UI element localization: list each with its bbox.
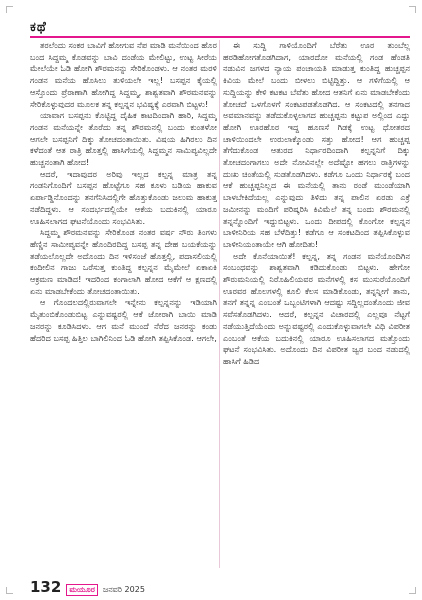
crop-mark-bottom-left: [6, 587, 13, 594]
article-column-left: [30, 40, 217, 568]
issue-date: ಜನವರಿ 2025: [102, 585, 145, 594]
paragraph: ಅದೇ ಕೊನೆಯಾಯಿತೆ! ಕಲ್ಪನ್ನ, ತನ್ನ ಗಂಡನ ಮನೆಯೊಂದಿಗಿನ ಸಂಬಂಧವನ್ನು ಶಾಶ್ವತವಾಗಿ ಕಡಿದುಕೊಂಡು ಬಿಟ್ಟಳು. ಹೇಗೋ ಶೌರುಮನಿಯಲ್ಲಿ ನಿರೊಹಿಲಿಯವರ ಮನೆಗಳಲ್ಲಿ ಕಸ ಮುಸುರೆಯೊಂದಿಗೆ ಊರವರ ಹೊಲಗಳಲ್ಲಿ ಕೂಲಿ ಕೆಲಸ ಮಾಡಿಕೊಂಡು, ತನ್ನನ್ನೀಗೆ ತಾನು, ತನಗೆ ತನ್ನನ್ನ ಎಂಬಂತೆ ಒಬ್ಬಂಟಿಗಳಾಗಿ ಆದಷ್ಟು ಸದ್ದಿಲ್ಲದಂತೊಂದು ಜೀವ ಸವೆಸತೊಡಗಿದಳು. ಆದರೆ, ಕಲ್ಪನ್ನನ ವಿಚಾರದಲ್ಲಿ ಎಲ್ಲವೂ ನೆಟ್ಟಗೆ ನಡೆಯುತ್ತಿದೆಯೆಂದು ಅನ್ನುವಷ್ಟರಲ್ಲಿ ಎಂದುಕೊಳ್ಳುವಾಗಲೇ ವಿಧಿ ವಿಪರೀತ ಎಂಬಂತೆ ಆಕೆಯ ಬದುಕಿನಲ್ಲಿ ಯಾರೂ ಊಹಿಸಲಾಗದ ಮತ್ತೊಂದು ಘಟನೆ ಸಂಭವಿಸಿತು. ಅದೊಂದು ದಿನ ವಿಪರೀತ ಜ್ವರ ಬಂದ ನಡುದಲ್ಲಿ ಹಾಸಿಗೆ ಹಿಡಿದ: [223, 250, 410, 366]
section-header: [30, 16, 410, 38]
paragraph: ಈ ಸುದ್ದಿ ಗಾಳಿಯೊಂದಿಗೆ ಬೆರೆತು ಊರ ತುಂಬೆಲ್ಲ ಹರಡಿಹೋಗತೊಡಗಿದಾಗ, ಯಾರದೋ ಮನೆಯಲ್ಲಿ ಗಂಡ ಹೆಂಡತಿ ನಡುವಿನ ಜಗಳದ ನ್ಯಾಯ ಪಂಚಾಯತಿ ಮಾಡುತ್ತ ಕುಂತಿದ್ದ ಹುಚ್ಚಪ್ಪನ ಕಿವಿಯ ಮೇಲೆ ಬಂದು ಬೀಳಲು ಬಿಟ್ಟಿದ್ದಿತ್ತು. ಆ ಗಳಿಗೆಯಲ್ಲಿ ಆ ಸುದ್ದಿಯನ್ನು ಕೇಳಿ ಕಟಕಟ ಬೆವೆತು ಹೋದ ಆತನಿಗೆ ಏನು ಮಾಡಬೇಕೆಂದು ತೋಚದೆ ಒಳಗೊಳಗೆ ಸಂಕಟಪಡತೊಡಗಿದ. ಆ ಸಂಕಟದಲ್ಲಿ ತನಗಾದ ಅವಮಾನವನ್ನು ತಡೆದುಕೊಳ್ಳಲಾಗದ ಹುಚ್ಚಪ್ಪನು ಕಟ್ಟುಪ ಅಲ್ಲಿಂದ ಎದ್ದು ಹೋಗಿ ಊರಹೊರ ಇದ್ದ ಹೂಣಸೆ ಗಿಡಕ್ಕೆ ಉಟ್ಟ ಧೋತರದ ಚಾಳಿಯಿಂದಲೇ ಉರುಲಾಕ್ಕೊಂಡು ಸತ್ತು ಹೋದ! ಆಗ ಹುಚ್ಚಪ್ಪ ತೆಗೆದುಕೊಂಡ ಆತುರದ ನಿರ್ಧಾರದಿಂದಾಗಿ ಕಲ್ಪನ್ನನಿಗೆ ದಿಕ್ಕು ತೋಚದಂಗಾಗಲು ಅದೇ ನೋವಿನಲ್ಲೇ ಅದೆಷ್ಟೋ ಹಗಲು ರಾತ್ರಿಗಳನ್ನು ದುಃಖ ಚಿಂತೆಯಲ್ಲಿ ಸುಡತೊಡಗಿದಳು. ಕಡೆಗೂ ಒಂದು ನಿರ್ಧಾರಕ್ಕೆ ಬಂದ ಆಕೆ ಹುಚ್ಚಪ್ಪನಿಲ್ಲದ ಈ ಮನೆಯಲ್ಲಿ ತಾನು ರಂಡೆ ಮುಂಡೆಯಾಗಿ ಬಾಳಬೇಕಿದೆಯಲ್ಲ ಎನ್ನುವುದು ತಿಳಿದು ತನ್ನ ಪಾಲಿನ ಏರಡು ಎಕ್ರೆ ಜಮೀನನ್ನು ಮಂದಿಗೆ ಪರಿಷ್ಕರಿಸಿ ಕಿವಿಮೆಲೆ ತನ್ನ ಬಂದು ಶೌರಮನಲ್ಲಿ ತನ್ನನ್ನೊಂದಿಗೆ ಇದ್ದುಬಿಟ್ಟಳು. ಒಂದು ದೀಪದಲ್ಲಿ ಕೊಂಗೋ ಕಲ್ಪನ್ನನ ಬಾಳೀನಿರಿಯ ಸಹ ಬೆಳೆದಿತ್ತು! ಕಡೆಗೂ ಆ ಸಂಕಟದಿಂದ ತಪ್ಪಿಸಿಕೊಳ್ಳುವ ಬಾಳೀನಿಯಂತಾಯೇ ಆಗಿ ಹೋದಿತು!: [223, 40, 410, 249]
header-rule: [30, 36, 410, 38]
magazine-logo: ಮಯೂರ: [66, 584, 98, 596]
article-column-right: [223, 40, 410, 568]
page-number: 132: [30, 578, 62, 596]
page-footer: [30, 578, 145, 594]
section-label: ಕಥೆ: [30, 20, 47, 35]
paragraph: ತರಲೆಂದು ಸಂಕರ ಬಾವಿಗೆ ಹೋಗುವ ನೆಪ ಮಾಡಿ ಮನೆಯಿಂದ ಹೊರ ಬಂದ ಸಿದ್ದಮ್ಮ ಕೊಡವನ್ನು ಬಾವಿ ದಂಡೆಯ ಮೇಲಿಟ್ಟು, ಉಟ್ಟ ಸೀರೆಯ ಮೇಲೆಯೇ ಓಡಿ ಹೋಗಿ ಶೌರಮನನ್ನು ಸೇರಿಕೊಂಡಳು. ಆ ನಂತರ ಮರಳಿ ಗಂಡನ ಮನೆಯ ಹೊಸಿಲು ತುಳಿಯಲೇ ಇಲ್ಲ! ಬಸಪ್ಪನ ಕೈಯಲ್ಲಿ ಆಸ್ತೊಂದು ಪ್ರೆರಾಣಾಗಿ ಹೋಗಿದ್ದ ಸಿದ್ದಮ್ಮ, ಶಾಶ್ವತವಾಗಿ ಶೌರಮನವನ್ನು ಸೇರಿಕೊಳ್ಳುವುದರ ಮೂಲಕ ತನ್ನ ಕಲ್ಪನ್ನನ ಭವಿಷ್ಯಕ್ಕೆ ಎರವಾಗಿ ಬಿಟ್ಟಳು!: [30, 40, 217, 109]
article-body: [30, 40, 410, 568]
crop-mark-top-right: [409, 6, 416, 13]
crop-mark-bottom-right: [409, 587, 416, 594]
paragraph: ಆ ಗೊಂದಲದಲ್ಲಿರುವಾಗಲೇ ಇನ್ನೇನು ಕಲ್ಪನ್ನನನ್ನು ಇಡಿಯಾಗಿ ಮೈತುಂಬಿಕೊಂಡುಬಿಟ್ಟ ಎನ್ನುವಷ್ಟರಲ್ಲಿ ಆಕೆ ಜೋರಾಗಿ ಬಾಯಿ ಮಾಡಿ ಜನರನ್ನು ಕೂಡಿಸಿದಳು. ಆಗ ಮನೆ ಮುಂದೆ ನೆರೆದ ಜನರನ್ನು ಕಂಡು ಹೆದರಿದ ಬಸಪ್ಪ ಹಿತ್ತಿಲ ಬಾಗಿಲಿನಿಂದ ಓಡಿ ಹೋಗಿ ತಪ್ಪಿಸಿಕೊಂಡ. ಆಗಲೇ,: [30, 297, 217, 343]
column-divider: [219, 40, 220, 568]
crop-mark-top-left: [6, 6, 13, 13]
paragraph: ಆದರೆ, ಇದಾವುದರ ಅರಿವು ಇಲ್ಲದ ಕಲ್ಪನ್ನ ಮಾತ್ರ ತನ್ನ ಗಂಡನಿಗೊಂದಿಗೆ ಬಸಪ್ಪನ ಹೊಟ್ಟೆಗೂ ಸಹ ಕೂಳು ಬಡಿಯ ಹಾಕುವ ಏರ್ಪಾಡ್ಡಿನೊಂದನ್ನು ತನಗೆನಿಸಿದಲ್ಲಿಗೇ ಹೊತ್ತುಕೊಂಡು ಜಲುಮ ಹಾಕುತ್ತ ನಡೆದಿದ್ದಳು. ಆ ಸಂದರ್ಭದಲ್ಲಿಯೇ ಆಕೆಯ ಬದುಕಿನಲ್ಲಿ ಯಾರೂ ಊಹಿಸಲಾಗದ ಘಟನೆಯೊಂದು ಸಂಭವಿಸಿತು.: [30, 168, 217, 226]
paragraph: ಯಾವಾಗ ಬಸಪ್ಪನು ಕೊಟ್ಟಿದ್ದ ದೈಹಿಕ ಕಾಟದಿಂದಾಗಿ ಹಾರಿ, ಸಿದ್ದಮ್ಮ ಗಂಡನ ಮನೆಯನ್ನೇ ತೊರೆದು ತನ್ನ ಶೌರಮನಲ್ಲಿ ಬಂದು ಕುಂತಳೋ ಆಗಲೇ ಬಸಪ್ಪನಿಗೆ ದಿಕ್ಕು ತೋಚದಂತಾಯಿತು. ವಿಷಯ ಹಿಗಿರಲು ದಿನ ಕಳೆದಂತೆ ಆತ ರಾತ್ರಿ ಹೊತ್ತಲ್ಲಿ ಹಾಸಿಗೆಯಲ್ಲಿ ಸಿದ್ದಮ್ಮನ ಸಾಮಿಪ್ಯವಿಲ್ಲದೇ ಹುಚ್ಚನಂತಾಗಿ ಹೋದ!: [30, 110, 217, 168]
paragraph: ಸಿದ್ದಮ್ಮ ಶೌರಮನವನ್ನು ಸೇರಿಕೊಂಡ ನಂತರ ವರ್ಷ ನೌರು ತಿಂಗಳು ಹೆಣ್ಣಿನ ಸಾಮೀಪ್ಯವನ್ನೇ ಹೊಂದಿರದಿದ್ದ ಬಸಪ್ಪ ತನ್ನ ದೇಹ ಬಯಕೆಯನ್ನು ತಡೆಯಲೊಲ್ಲದೇ ಅದೊಂದು ದಿನ ಇಳಿಸಂಜೆ ಹೊತ್ತಲ್ಲಿ, ಪದಾಸಲಿಯಲ್ಲಿ ಕಂದೀಲಿನ ಗಾಜು ಒರೆಸುತ್ತ ಕುಂತಿದ್ದ ಕಲ್ಪನ್ನನ ಮೈಮೇಲೆ ಏಕಾಏಕಿ ಆಕ್ರಮಣ ಮಾಡಿದ! ಇದರಿಂದ ಕಂಗಾಲಾಗಿ ಹೋದ ಆಕೆಗೆ ಆ ಕ್ಷಣದಲ್ಲಿ ಏನು ಮಾಡಬೇಕೆಂದು ತೋಚದಂತಾಯಿತು.: [30, 227, 217, 296]
